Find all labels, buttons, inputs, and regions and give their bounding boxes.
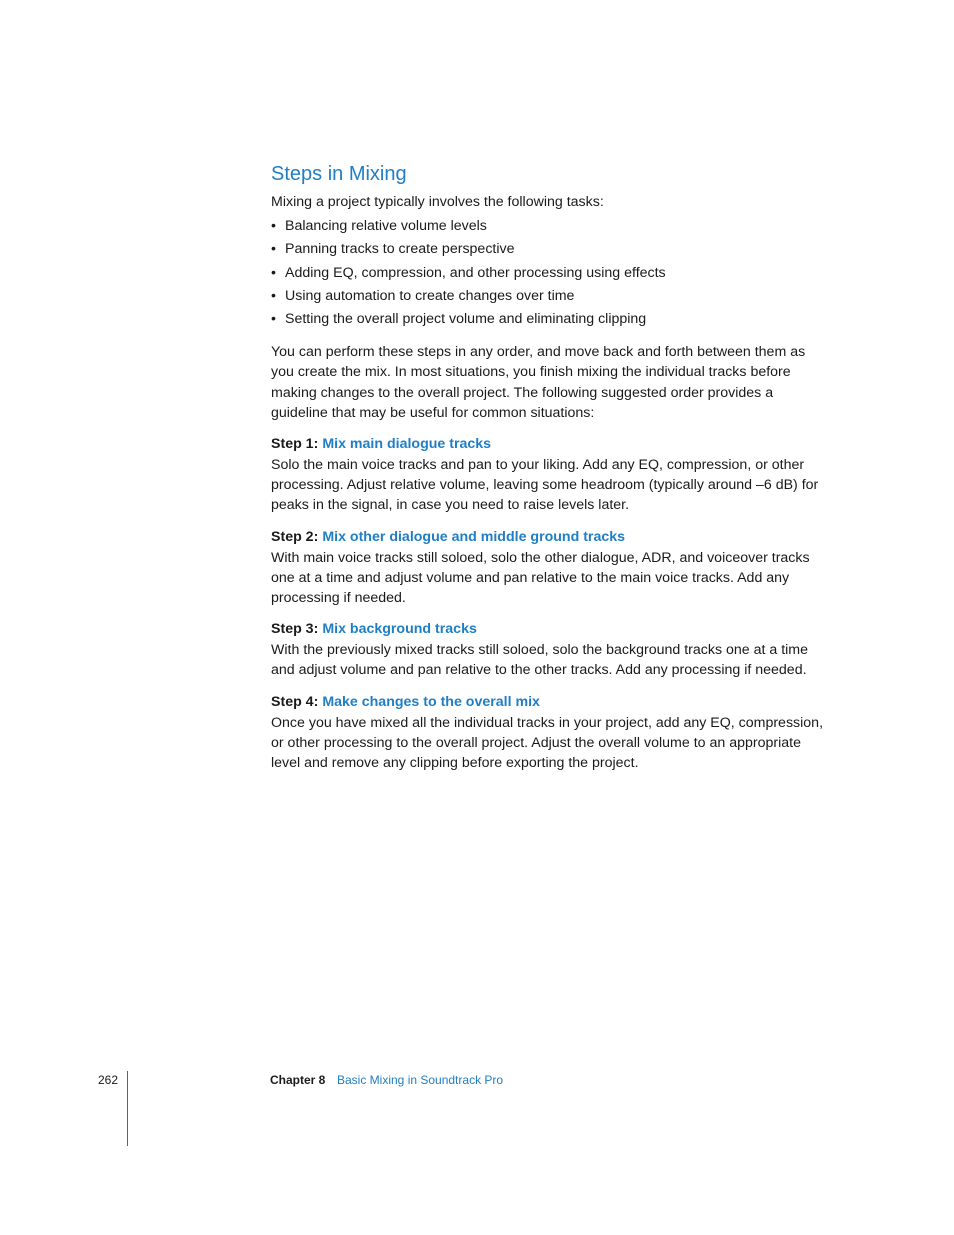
step-title: Mix background tracks: [322, 621, 477, 638]
step-heading: [271, 527, 831, 547]
list-item-text: Balancing relative volume levels: [285, 218, 487, 234]
bullet-icon: •: [271, 218, 276, 234]
step-body: With the previously mixed tracks still soloed, solo the background tracks one at a time and adjust volume and pan relative to the other tracks. Add any processing if needed.: [271, 642, 809, 679]
bullet-icon: •: [271, 287, 276, 304]
footer-chapter-label: Chapter 8: [270, 1073, 326, 1087]
step-label: Step 2:: [271, 528, 319, 545]
bullet-icon: •: [271, 241, 276, 258]
step-title: Make changes to the overall mix: [322, 693, 540, 710]
footer-divider: [127, 1071, 128, 1146]
body-paragraph: You can perform these steps in any order, and move back and forth between them as you create the mix. In most situations, you finish mixing the individual tracks before making changes to the overall project. The following suggested order provides a guideline that may be useful for common situations:: [271, 344, 806, 421]
step-label: Step 3:: [271, 621, 319, 638]
step-title: Mix other dialogue and middle ground tracks: [322, 528, 626, 545]
list-item: [271, 239, 831, 259]
task-list: [271, 216, 831, 329]
step-body: With main voice tracks still soloed, solo the other dialogue, ADR, and voiceover tracks one at a time and adjust volume and pan relative to the main voice tracks. Add any processing if needed.: [271, 549, 810, 607]
section-title: Steps in Mixing: [271, 163, 407, 185]
intro-text: Mixing a project typically involves the following tasks:: [271, 194, 604, 210]
list-item: [271, 216, 831, 236]
page-content: [271, 160, 831, 784]
step-body: Solo the main voice tracks and pan to your liking. Add any EQ, compression, or other processing. Adjust relative volume, leaving some headroom (typically around –6 dB) for peaks in the signal, in case you need to raise levels later.: [271, 457, 819, 514]
list-item-text: Using automation to create changes over time: [285, 287, 575, 304]
list-item-text: Setting the overall project volume and eliminating clipping: [285, 311, 647, 328]
step-label: Step 4:: [271, 693, 319, 710]
step-1: [271, 434, 831, 516]
step-heading: [271, 619, 831, 639]
step-3: [271, 619, 831, 680]
step-heading: [271, 434, 831, 454]
list-item: [271, 263, 831, 283]
list-item-text: Panning tracks to create perspective: [285, 241, 515, 258]
page-number: 262: [98, 1073, 119, 1087]
bullet-icon: •: [271, 264, 276, 281]
list-item: [271, 309, 831, 329]
list-item-text: Adding EQ, compression, and other processing using effects: [285, 264, 666, 281]
bullet-icon: •: [271, 311, 276, 328]
step-body: Once you have mixed all the individual tracks in your project, add any EQ, compression, or other processing to the overall project. Adjust the overall volume to an appropriate level and remove any clipping before exporting the project.: [271, 714, 824, 772]
step-heading: [271, 692, 831, 712]
step-2: [271, 527, 831, 609]
step-title: Mix main dialogue tracks: [322, 436, 492, 452]
list-item: [271, 286, 831, 306]
step-4: [271, 692, 831, 774]
step-label: Step 1:: [271, 436, 319, 452]
footer-chapter-title: Basic Mixing in Soundtrack Pro: [337, 1073, 504, 1087]
